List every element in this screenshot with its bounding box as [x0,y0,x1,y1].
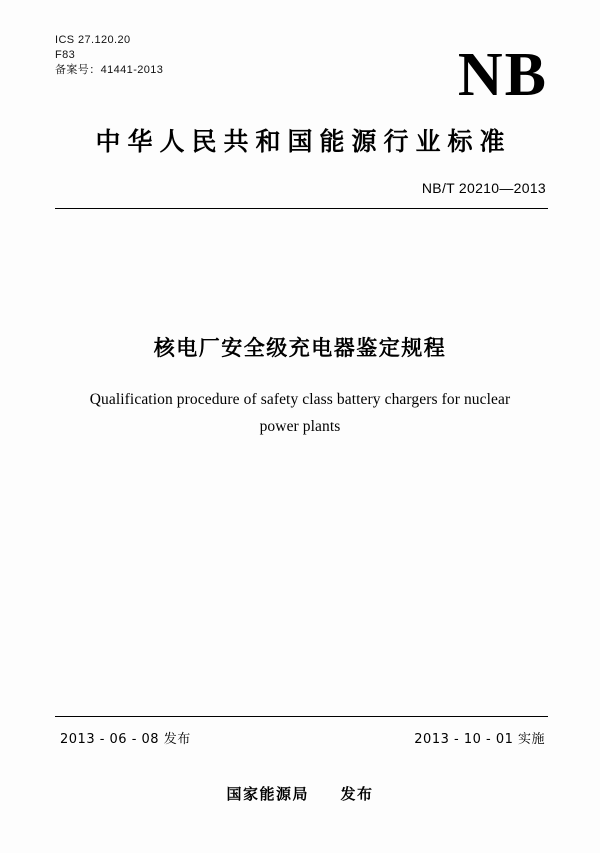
classification-code: F83 [55,49,76,61]
publisher-line [0,783,600,804]
publisher-action: 发布 [340,785,374,803]
record-number: 备案号：41441-2013 [55,64,164,76]
header-codes [55,33,163,78]
issue-date: 2013 - 06 - 08 发布 [60,732,191,747]
header-divider [55,208,548,209]
ics-code: ICS 27.120.20 [55,34,131,46]
series-title: 中华人民共和国能源行业标准 [95,127,512,156]
standard-number: NB/T 20210—2013 [421,180,546,196]
document-title-english: Qualification procedure of safety class battery chargers for nuclear power plants [89,391,511,435]
nb-logo: NB [457,41,548,109]
footer-divider [55,716,548,717]
effective-date: 2013 - 10 - 01 实施 [414,732,545,747]
publisher-name: 国家能源局 [226,785,310,803]
document-title-chinese: 核电厂安全级充电器鉴定规程 [153,336,447,360]
